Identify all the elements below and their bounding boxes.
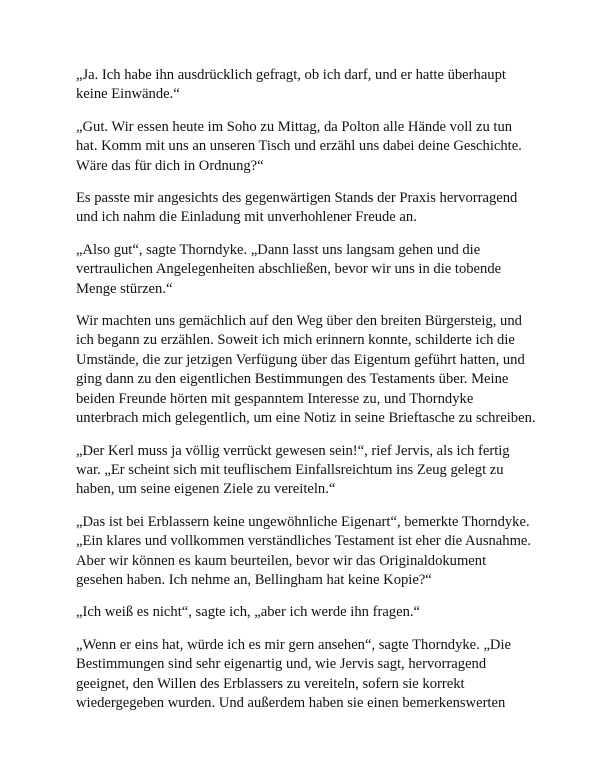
paragraph: „Ich weiß es nicht“, sagte ich, „aber ich werde ihn fragen.“ bbox=[76, 604, 421, 621]
body-text bbox=[76, 66, 536, 726]
paragraph: „Ja. Ich habe ihn ausdrücklich gefragt, ob ich darf, und er hatte überhaupt keine Einwände.“ bbox=[76, 67, 506, 103]
paragraph: „Wenn er eins hat, würde ich es mir gern ansehen“, sagte Thorndyke. „Die Bestimmungen sind sehr eigenartig und, wie Jervis sagt, hervorragend geeignet, den Willen des Erblassers zu vereiteln, sofern sie korrekt wiedergegeben wurden. Und außerdem haben sie einen bemerkenswerten bbox=[76, 636, 511, 711]
paragraph: „Gut. Wir essen heute im Soho zu Mittag, da Polton alle Hände voll zu tun hat. Komm mit uns an unseren Tisch und erzähl uns dabei deine Geschichte. Wäre das für dich in Ordnung?“ bbox=[76, 118, 522, 174]
paragraph: „Also gut“, sagte Thorndyke. „Dann lasst uns langsam gehen und die vertraulichen Angelegenheiten abschließen, bevor wir uns in die tobende Menge stürzen.“ bbox=[76, 241, 502, 297]
paragraph: Es passte mir angesichts des gegenwärtigen Stands der Praxis hervorragend und ich nahm die Einladung mit unverhohlener Freude an. bbox=[76, 190, 518, 226]
paragraph: „Der Kerl muss ja völlig verrückt gewesen sein!“, rief Jervis, als ich fertig war. „Er scheint sich mit teuflischem Einfallsreichtum ins Zeug gelegt zu haben, um seine eigenen Ziele zu vereiteln.“ bbox=[76, 442, 510, 498]
paragraph: „Das ist bei Erblassern keine ungewöhnliche Eigenart“, bemerkte Thorndyke. „Ein klares und vollkommen verständliches Testament ist eher die Ausnahme. Aber wir können es kaum beurteilen, bevor wir das Originaldokument gesehen haben. Ich nehme an, Bellingham hat keine Kopie?“ bbox=[76, 513, 532, 588]
paragraph: Wir machten uns gemächlich auf den Weg über den breiten Bürgersteig, und ich begann zu erzählen. Soweit ich mich erinnern konnte, schilderte ich die Umstände, die zur jetzigen Verfügung über das Eigentum geführt hatten, und ging dann zu den eigentlichen Bestimmungen des Testaments über. Meine beiden Freunde hörten mit gespanntem Interesse zu, und Thorndyke unterbrach mich gelegentlich, um eine Notiz in seine Brieftasche zu schreiben. bbox=[76, 313, 536, 427]
